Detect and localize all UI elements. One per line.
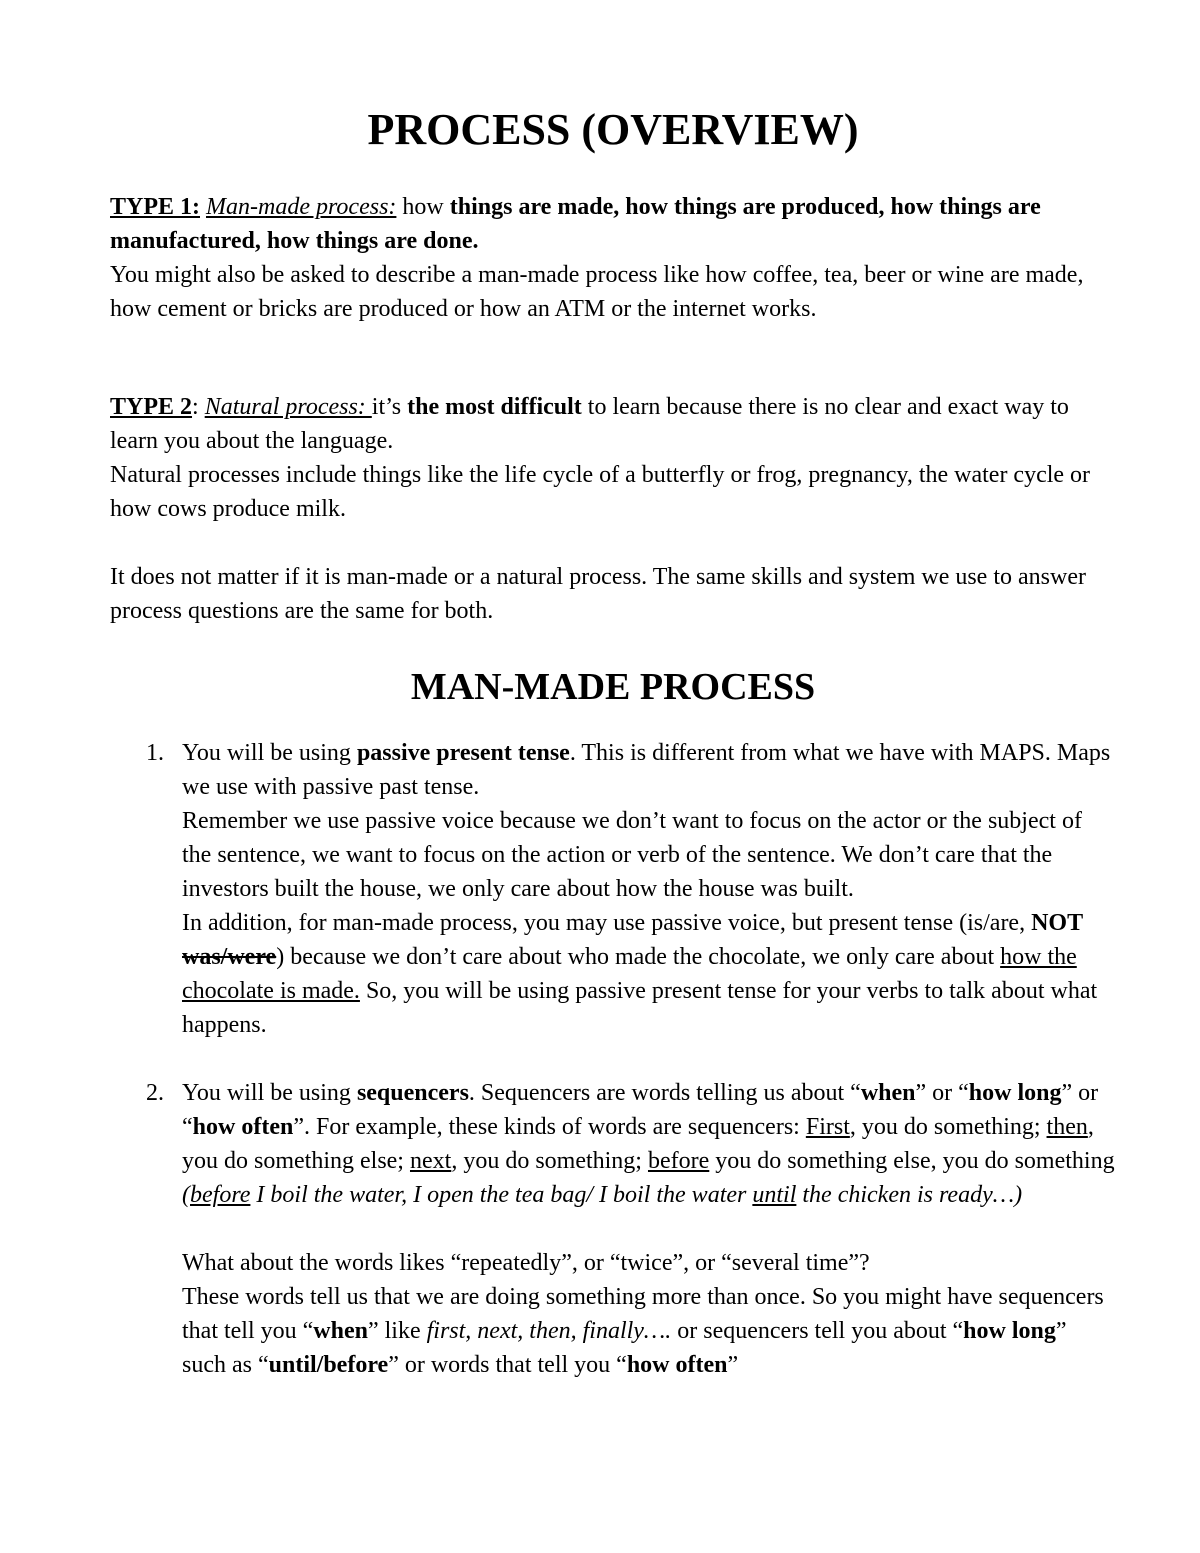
item2-answer-bold-4: how often [626,1352,728,1378]
item2-italic-2: I boil the water, I open the tea bag/ I boil the water [250,1182,753,1208]
type1-paragraph [110,190,1116,258]
item2-text: You will be using [182,1080,357,1106]
item2-answer-text: These words tell us that we are doing something more than once. So you might have sequencers that tell you “ [182,1284,1104,1344]
item2-answer-text-2: ” like [367,1318,427,1344]
item2-text-4: ” or “ [182,1080,1099,1140]
item2-answer-italic: first, next, then, finally…. [426,1318,672,1344]
item2-question: What about the words likes “repeatedly”, or “twice”, or “several time”? [182,1250,870,1276]
item2-answer-text-5: ” or words that tell you “ [388,1352,627,1378]
item2-bold: sequencers [356,1080,469,1106]
item2-text-5: ”. For example, these kinds of words are sequencers: [293,1114,806,1140]
item2-text-9: you do something else, you do something [709,1148,1115,1174]
item2-bold-3: how long [968,1080,1062,1106]
item1-p3-strikethrough: was/were [182,944,277,970]
item1-paragraph-2: Remember we use passive voice because we don’t want to focus on the actor or the subject of the sentence, we want to focus on the action or verb of the sentence. We don’t care that the investors built the house, we only care about how the house was built. [182,808,1082,902]
item1-paragraph-3 [182,906,1116,1042]
item1-p3-text-2: ) because we don’t care about who made the chocolate, we only care about [276,944,1001,970]
type1-label: TYPE 1: [110,194,200,220]
item2-text-3: ” or “ [915,1080,969,1106]
list-item [110,1076,1116,1382]
page-title: PROCESS (OVERVIEW) [367,105,859,154]
item2-answer-bold: when [313,1318,368,1344]
item2-italic-3: the chicken is ready…) [796,1182,1023,1208]
type2-colon: : [192,394,205,420]
item2-underline-first: First [805,1114,850,1140]
item2-underline-next: next [409,1148,452,1174]
type2-name: Natural process: [204,394,372,420]
note-paragraph: It does not matter if it is man-made or a natural process. The same skills and system we use to answer process questions are the same for both. [110,564,1086,624]
type2-text: it’s [371,394,408,420]
type2-text-2: to learn because there is no clear and exact way to learn you about the language. [110,394,1069,454]
item2-answer-text-3: or sequencers tell you about “ [671,1318,964,1344]
list-item-number: 2. [146,1080,164,1106]
item2-bold-2: when [860,1080,916,1106]
type2-description: Natural processes include things like the life cycle of a butterfly or frog, pregnancy, the water cycle or how cows produce milk. [110,462,1091,522]
item2-answer-text-4: ” such as “ [182,1318,1067,1378]
type1-bold-text: things are made, how things are produced, how things are manufactured, how things are done. [110,194,1041,254]
item2-answer-text-6: ” [727,1352,739,1378]
item1-bold: passive present tense [356,740,570,766]
type1-description: You might also be asked to describe a man-made process like how coffee, tea, beer or wine are made, how cement or bricks are produced or how an ATM or the internet works. [110,262,1084,322]
item2-bold-4: how often [192,1114,294,1140]
item1-text-2: . This is different from what we have with MAPS. Maps we use with passive past tense. [182,740,1111,800]
item1-p3-text-3: So, you will be using passive present tense for your verbs to talk about what happens. [182,978,1098,1038]
item2-italic: ( [182,1182,190,1208]
type2-label: TYPE 2 [110,394,193,420]
type2-bold-text: the most difficult [407,394,582,420]
item2-text-8: , you do something; [451,1148,648,1174]
item2-underline-then: then [1046,1114,1088,1140]
item2-answer-bold-2: how long [963,1318,1056,1344]
item2-answer [182,1280,1116,1382]
item2-italic-underline: before [190,1182,251,1208]
item1-text: You will be using [182,740,357,766]
list-item [110,736,1116,1042]
item2-paragraph-1 [182,1076,1116,1212]
item2-italic-underline-2: until [752,1182,797,1208]
item2-answer-bold-3: until/before [268,1352,389,1378]
item2-text-6: , you do something; [849,1114,1047,1140]
item2-underline-before: before [647,1148,710,1174]
item1-paragraph-1 [182,736,1116,804]
item2-text-2: . Sequencers are words telling us about “ [468,1080,861,1106]
item1-p3-bold: NOT [1031,910,1084,936]
item1-p3-underline: how the chocolate is made. [182,944,1077,1004]
type1-name: Man-made process: [206,194,397,220]
item2-text-7: , you do something else; [182,1114,1094,1174]
type2-paragraph [110,390,1116,458]
type1-text: how [396,194,450,220]
section-title: MAN-MADE PROCESS [410,666,816,708]
item1-p3-text: In addition, for man-made process, you may use passive voice, but present tense (is/are, [182,910,1032,936]
list-item-number: 1. [146,740,164,766]
